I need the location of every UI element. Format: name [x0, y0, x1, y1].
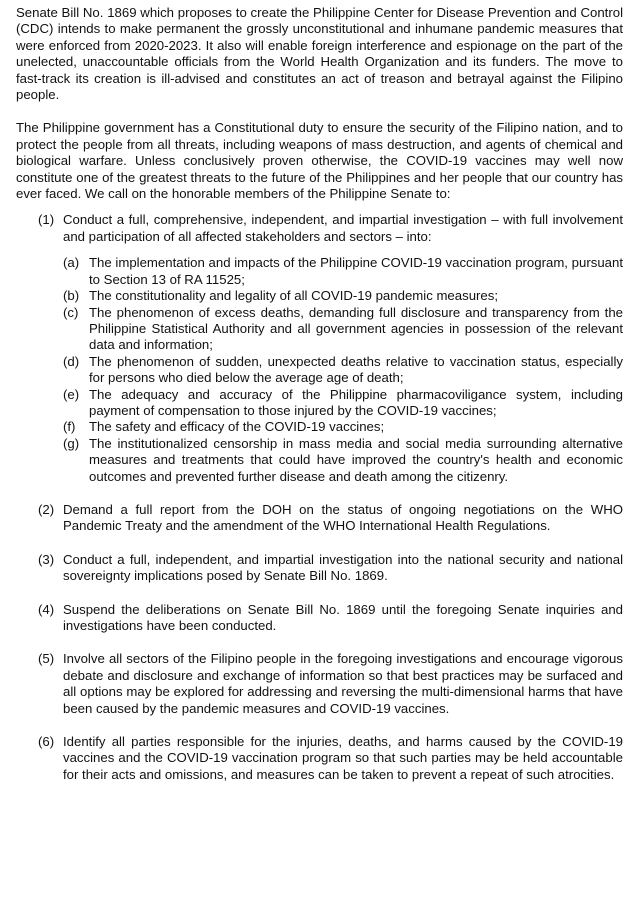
list-item-number: (2)	[38, 501, 55, 517]
intro-paragraph-1: Senate Bill No. 1869 which proposes to create the Philippine Center for Disease Prevention and Control (CDC) intends to make permanent the grossly unconstitutional and inhumane pandemic measures that were enforced from 2020-2023. It also will enable foreign interference and espionage on the part of the unelected, unaccountable officials from the World Health Organization and its funders. The move to fast-track its creation is ill-advised and constitutes an act of treason and betrayal against the Filipino people.	[16, 5, 623, 103]
sublist-item-letter: (b)	[63, 288, 80, 304]
sublist-item-c	[63, 305, 623, 354]
list-item-text: Conduct a full, independent, and impartial investigation into the national security and national sovereignty implications posed by Senate Bill No. 1869.	[63, 551, 623, 584]
list-item-number: (1)	[38, 212, 55, 228]
sublist-item-letter: (g)	[63, 435, 80, 451]
intro-paragraph-2: The Philippine government has a Constitutional duty to ensure the security of the Filipino nation, and to protect the people from all threats, including weapons of mass destruction, and agents of chemical and biological warfare. Unless conclusively proven otherwise, the COVID-19 vaccines may well now constitute one of the greatest threats to the future of the Philippines and her people that our country has ever faced. We call on the honorable members of the Philippine Senate to:	[16, 120, 623, 202]
list-item-number: (4)	[38, 601, 55, 617]
sublist-item-b	[63, 288, 623, 304]
sublist-item-e	[63, 387, 623, 420]
list-item-4	[38, 602, 623, 635]
list-item-number: (3)	[38, 551, 55, 567]
sublist-item-text: The constitutionality and legality of all COVID-19 pandemic measures;	[89, 288, 499, 304]
list-item-3	[38, 552, 623, 585]
sublist-item-text: The institutionalized censorship in mass media and social media surrounding alternative measures and treatments that could have improved the country's health and economic outcomes and prevented further disease and death among the citizenry.	[89, 435, 623, 484]
sublist-item-letter: (f)	[63, 419, 76, 435]
list-item-2	[38, 502, 623, 535]
sublist-item-d	[63, 354, 623, 387]
sublist-item-text: The safety and efficacy of the COVID-19 vaccines;	[89, 419, 385, 435]
sublist-item-f	[63, 419, 623, 435]
sublist-item-letter: (c)	[63, 304, 79, 320]
list-item-text: Identify all parties responsible for the injuries, deaths, and harms caused by the COVID-19 vaccines and the COVID-19 vaccination program so that such parties may be held accountable for their acts and omissions, and measures can be taken to prevent a repeat of such atrocities.	[63, 734, 623, 782]
list-item-1	[38, 212, 623, 255]
list-item-text: Suspend the deliberations on Senate Bill No. 1869 until the foregoing Senate inquiries and investigations have been conducted.	[63, 601, 623, 633]
sublist-item-letter: (d)	[63, 353, 80, 369]
list-item-5	[38, 651, 623, 717]
sublist-item-letter: (a)	[63, 255, 80, 271]
sublist-item-letter: (e)	[63, 386, 80, 402]
sublist-item-text: The phenomenon of sudden, unexpected deaths relative to vaccination status, especially for persons who died below the average age of death;	[89, 353, 623, 386]
sublist-item-text: The adequacy and accuracy of the Philippine pharmacoviligance system, including payment of compensation to those injured by the COVID-19 vaccines;	[89, 386, 623, 418]
sublist-item-text: The implementation and impacts of the Philippine COVID-19 vaccination program, pursuant to Section 13 of RA 11525;	[89, 255, 623, 287]
sublist-item-a	[63, 255, 623, 288]
sublist-item-text: The phenomenon of excess deaths, demanding full disclosure and transparency from the Philippine Statistical Authority and all government agencies in possession of the relevant data and information;	[89, 304, 623, 353]
demands-list	[16, 212, 623, 783]
list-item-6	[38, 734, 623, 783]
sublist-item-g	[63, 436, 623, 485]
list-item-text: Demand a full report from the DOH on the status of ongoing negotiations on the WHO Pandemic Treaty and the amendment of the WHO International Health Regulations.	[63, 501, 623, 534]
list-item-number: (5)	[38, 651, 55, 667]
list-item-number: (6)	[38, 734, 55, 750]
list-item-text: Conduct a full, comprehensive, independent, and impartial investigation – with full involvement and participation of all affected stakeholders and sectors – into:	[63, 212, 623, 244]
investigation-sublist	[63, 255, 623, 485]
list-item-text: Involve all sectors of the Filipino people in the foregoing investigations and encourage vigorous debate and disclosure and exchange of information so that best practices may be surfaced and all options may be explored for addressing and reversing the multi-dimensional harms that have been caused by the pandemic measures and COVID-19 vaccines.	[63, 651, 623, 716]
